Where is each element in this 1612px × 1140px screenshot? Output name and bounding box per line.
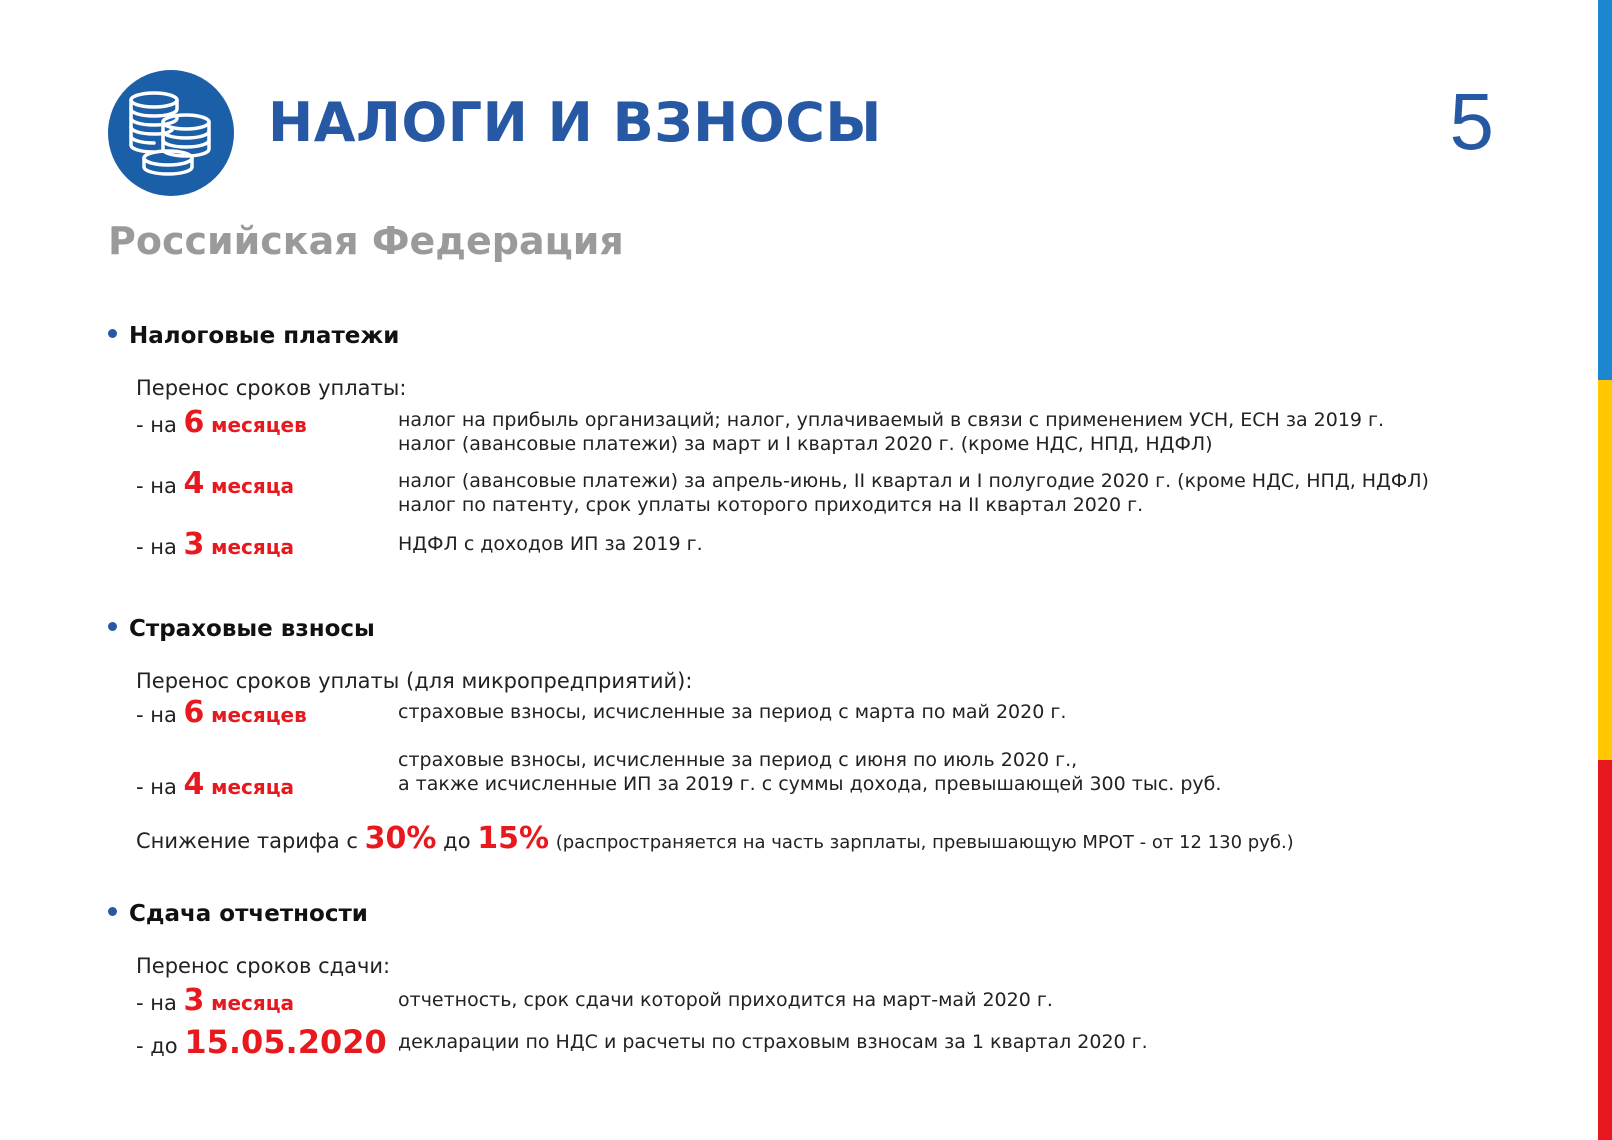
flag-stripe xyxy=(1598,0,1612,1140)
term-description: налог (авансовые платежи) за апрель-июнь, II квартал и I полугодие 2020 г. (кроме НДС, НПД, НДФЛ) налог по патенту, срок уплаты которого приходится на II квартал 2020 г. xyxy=(398,470,1429,516)
term-description: страховые взносы, исчисленные за период с марта по май 2020 г. xyxy=(398,701,1067,723)
term-description: налог на прибыль организаций; налог, уплачиваемый в связи с применением УСН, ЕСН за 2019 г. налог (авансовые платежи) за март и I квартал 2020 г. (кроме НДС, НПД, НДФЛ) xyxy=(398,409,1385,455)
list-item xyxy=(136,748,1516,800)
term-unit: месяцев xyxy=(211,413,307,437)
tariff-line: Снижение тарифа с 30% до 15% (распространяется на часть зарплаты, превышающую МРОТ - от 12 130 руб.) xyxy=(136,821,1294,856)
page-number: 5 xyxy=(1449,77,1494,166)
term-unit: месяца xyxy=(211,775,295,799)
term-date: 15.05.2020 xyxy=(184,1023,387,1061)
list-item xyxy=(136,1023,1516,1061)
term-label: - до 15.05.2020 xyxy=(136,1023,387,1061)
section-reports-heading xyxy=(108,903,368,926)
term-unit: месяцев xyxy=(211,703,307,727)
bullet-icon xyxy=(108,622,117,631)
term-description: страховые взносы, исчисленные за период с июня по июль 2020 г., а также исчисленные ИП за 2019 г. с суммы дохода, превышающей 300 тыс. руб. xyxy=(398,749,1222,795)
term-unit: месяца xyxy=(211,991,295,1015)
term-number: 3 xyxy=(183,527,205,562)
term-unit: месяца xyxy=(211,535,295,559)
section-tax-heading xyxy=(108,325,399,348)
bullet-icon xyxy=(108,329,117,338)
term-number: 6 xyxy=(183,695,205,730)
section-heading: Налоговые платежи xyxy=(129,323,400,349)
section-heading: Сдача отчетности xyxy=(129,901,368,927)
term-description: НДФЛ с доходов ИП за 2019 г. xyxy=(398,533,703,555)
list-item xyxy=(136,695,1516,730)
term-number: 4 xyxy=(183,767,205,802)
section-intro: Перенос сроков уплаты (для микропредприятий): xyxy=(136,669,693,693)
term-description: декларации по НДС и расчеты по страховым взносам за 1 квартал 2020 г. xyxy=(398,1031,1148,1053)
list-item xyxy=(136,983,1516,1018)
term-label: - на 3 месяца xyxy=(136,527,295,562)
term-label: - на 3 месяца xyxy=(136,983,295,1018)
term-label: - на 6 месяцев xyxy=(136,695,307,730)
term-number: 3 xyxy=(183,983,205,1018)
flag-blue-band xyxy=(1598,0,1612,380)
list-item xyxy=(136,527,1516,562)
coins-icon xyxy=(108,70,234,196)
page-title: НАЛОГИ И ВЗНОСЫ xyxy=(268,91,882,154)
list-item xyxy=(136,405,1516,460)
page-subtitle: Российская Федерация xyxy=(108,219,624,263)
term-number: 6 xyxy=(183,405,205,440)
term-unit: месяца xyxy=(211,474,295,498)
tariff-from: 30% xyxy=(364,821,437,856)
section-heading: Страховые взносы xyxy=(129,616,375,642)
term-number: 4 xyxy=(183,466,205,501)
term-label: - на 4 месяца xyxy=(136,767,295,802)
list-item xyxy=(136,466,1516,521)
flag-yellow-band xyxy=(1598,380,1612,760)
section-intro: Перенос сроков уплаты: xyxy=(136,376,407,400)
tariff-note: (распространяется на часть зарплаты, превышающую МРОТ - от 12 130 руб.) xyxy=(555,832,1294,853)
section-intro: Перенос сроков сдачи: xyxy=(136,954,391,978)
tariff-to: 15% xyxy=(477,821,550,856)
section-insurance-heading xyxy=(108,618,375,641)
term-label: - на 6 месяцев xyxy=(136,405,307,440)
term-description: отчетность, срок сдачи которой приходится на март-май 2020 г. xyxy=(398,989,1053,1011)
term-label: - на 4 месяца xyxy=(136,466,295,501)
flag-red-band xyxy=(1598,760,1612,1140)
bullet-icon xyxy=(108,907,117,916)
